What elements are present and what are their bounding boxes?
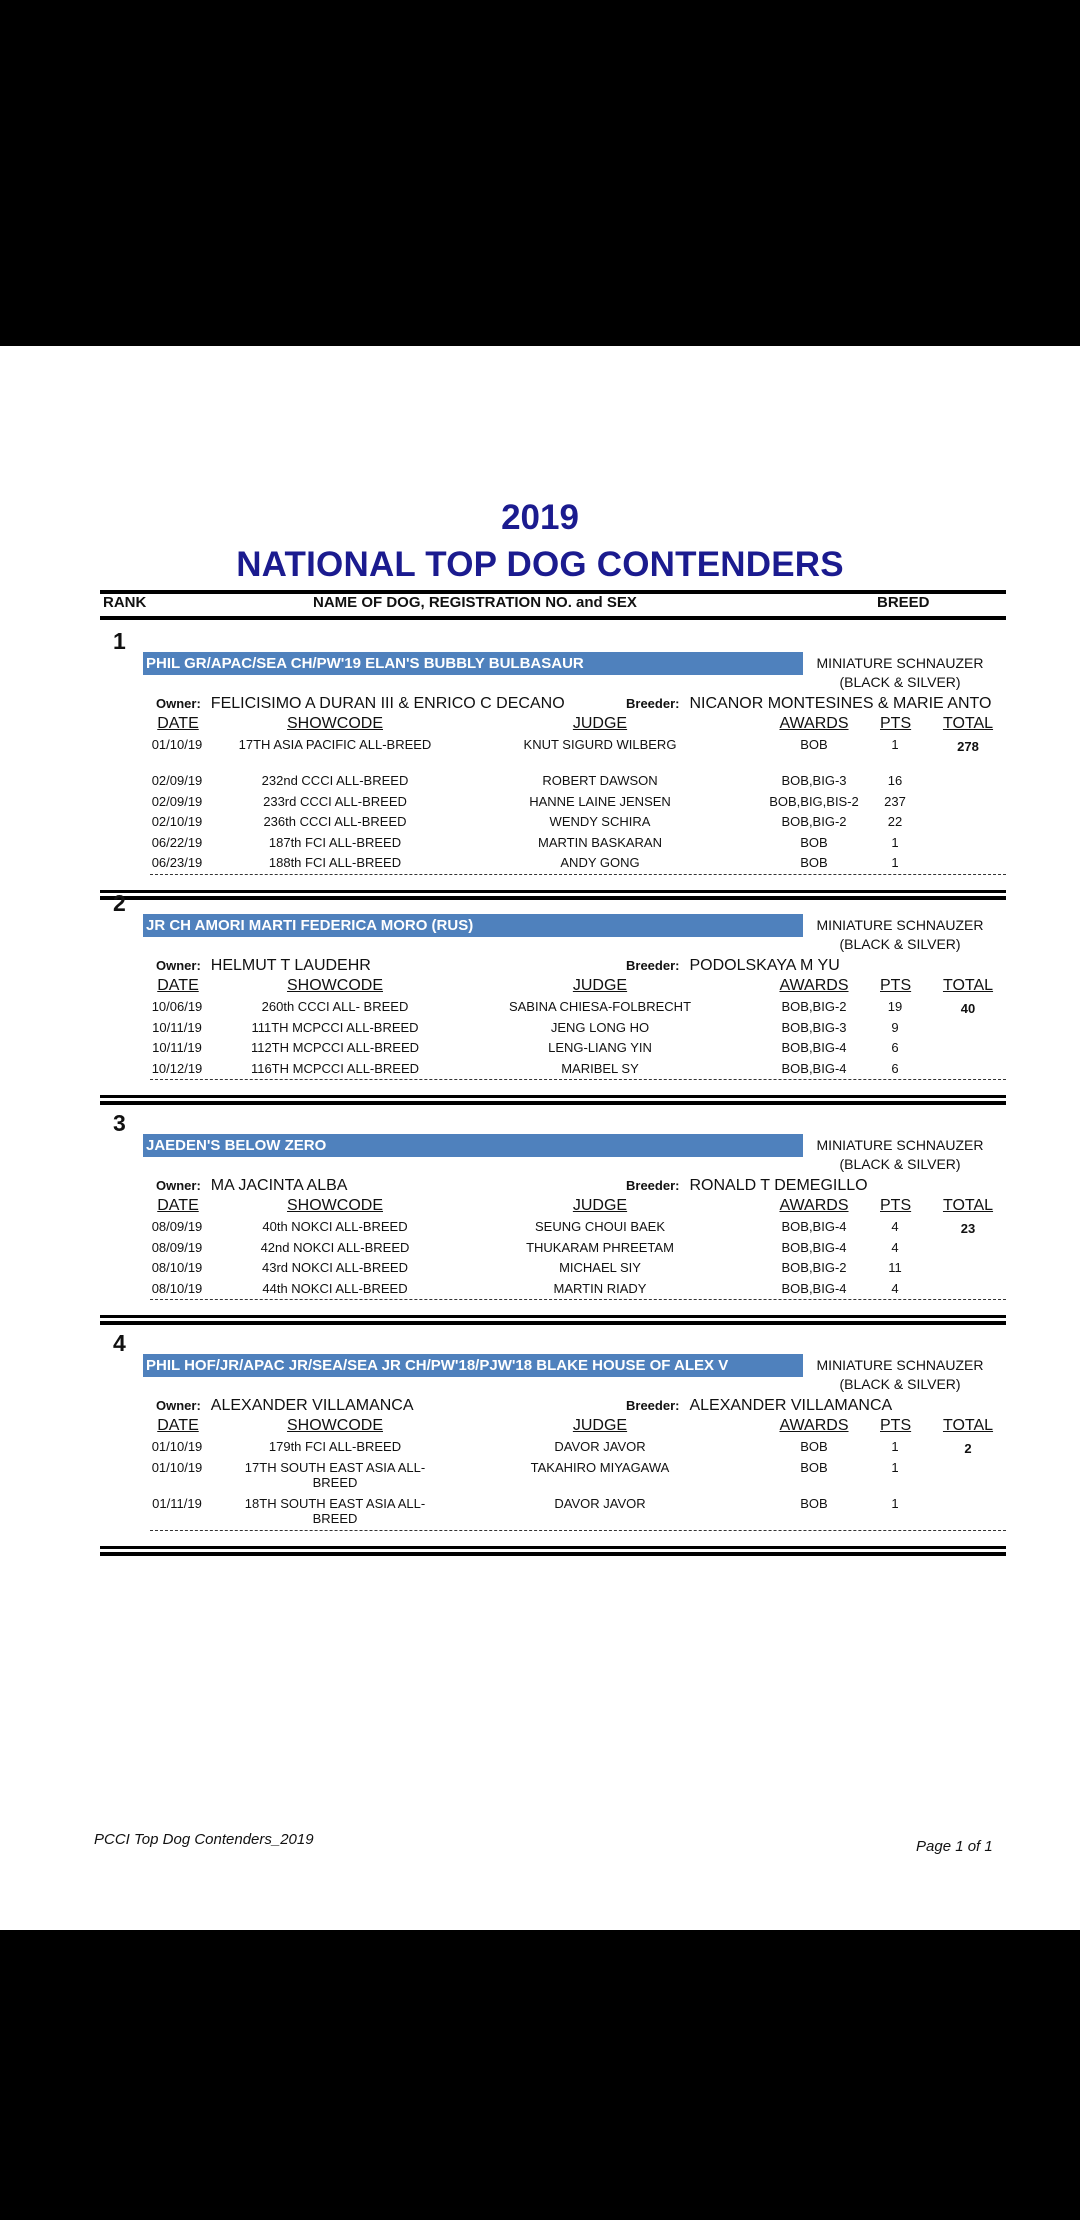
cell-pts: 1 bbox=[891, 1495, 899, 1511]
cell-total: 23 bbox=[960, 1221, 976, 1236]
cell-pts: 6 bbox=[891, 1060, 899, 1076]
header-pts: PTS bbox=[880, 715, 912, 732]
cell-date: 08/09/19 bbox=[151, 1219, 203, 1234]
breed-label bbox=[815, 1356, 985, 1394]
cell-judge: MARTIN BASKARAN bbox=[537, 834, 662, 850]
cell-showcode: 236th CCCI ALL-BREED bbox=[263, 814, 407, 829]
breeder-line bbox=[626, 1397, 892, 1415]
cell-date: 02/09/19 bbox=[151, 773, 203, 788]
cell-showcode: 260th CCCI ALL- BREED bbox=[261, 999, 409, 1014]
section-rule-thin bbox=[100, 1546, 1006, 1549]
dog-name-banner: PHIL GR/APAC/SEA CH/PW'19 ELAN'S BUBBLY BULBASAUR bbox=[143, 652, 803, 675]
owner-label: Owner: bbox=[156, 696, 201, 711]
cell-awards: BOB,BIG-2 bbox=[781, 814, 847, 829]
column-breed: BREED bbox=[877, 594, 930, 611]
breed-name: MINIATURE SCHNAUZER bbox=[816, 1137, 984, 1153]
breeder-line bbox=[626, 1177, 868, 1195]
cell-judge: ANDY GONG bbox=[560, 855, 640, 870]
header-date: DATE bbox=[157, 715, 199, 732]
owner-line bbox=[156, 1177, 347, 1195]
cell-date: 06/23/19 bbox=[151, 855, 203, 870]
owner-line bbox=[156, 695, 565, 713]
breeder-name: ALEXANDER VILLAMANCA bbox=[689, 1397, 893, 1414]
cell-date: 10/12/19 bbox=[151, 1060, 203, 1076]
cell-judge: THUKARAM PHREETAM bbox=[526, 1239, 674, 1255]
cell-awards: BOB,BIG-2 bbox=[781, 1260, 847, 1275]
rank-number: 1 bbox=[113, 628, 126, 654]
cell-showcode: 43rd NOKCI ALL-BREED bbox=[262, 1260, 408, 1275]
cell-pts: 19 bbox=[887, 999, 903, 1014]
cell-awards: BOB,BIG-2 bbox=[781, 999, 847, 1014]
owner-label: Owner: bbox=[156, 958, 201, 973]
breed-label bbox=[815, 654, 985, 692]
cell-awards: BOB bbox=[800, 855, 828, 870]
section-rule-thick bbox=[100, 1101, 1006, 1105]
owner-label: Owner: bbox=[156, 1398, 201, 1413]
cell-pts: 1 bbox=[891, 834, 899, 850]
owner-name: ALEXANDER VILLAMANCA bbox=[210, 1397, 414, 1414]
cell-pts: 9 bbox=[891, 1019, 899, 1035]
cell-total: 278 bbox=[957, 739, 979, 754]
cell-awards: BOB,BIG,BIS-2 bbox=[769, 793, 859, 809]
cell-showcode: 187th FCI ALL-BREED bbox=[268, 834, 402, 850]
breed-name: MINIATURE SCHNAUZER bbox=[816, 1357, 984, 1373]
owner-name: FELICISIMO A DURAN III & ENRICO C DECANO bbox=[210, 695, 565, 712]
cell-date: 02/09/19 bbox=[151, 793, 203, 809]
cell-showcode: 179th FCI ALL-BREED bbox=[268, 1439, 402, 1454]
cell-total: 2 bbox=[964, 1441, 972, 1456]
cell-showcode: 233rd CCCI ALL-BREED bbox=[263, 793, 407, 809]
breed-variety: (BLACK & SILVER) bbox=[839, 1156, 961, 1172]
cell-judge: SEUNG CHOUI BAEK bbox=[534, 1219, 666, 1234]
cell-showcode: 40th NOKCI ALL-BREED bbox=[262, 1219, 408, 1234]
header-total: TOTAL bbox=[942, 977, 994, 994]
section-rule-thin bbox=[100, 890, 1006, 893]
cell-showcode: 42nd NOKCI ALL-BREED bbox=[260, 1239, 410, 1255]
breed-name: MINIATURE SCHNAUZER bbox=[816, 655, 984, 671]
cell-awards: BOB,BIG-3 bbox=[781, 773, 847, 788]
breed-variety: (BLACK & SILVER) bbox=[839, 674, 961, 690]
cell-total: 40 bbox=[960, 1001, 976, 1016]
section-rule-thin bbox=[100, 1095, 1006, 1098]
cell-judge: MICHAEL SIY bbox=[559, 1260, 641, 1275]
header-judge: JUDGE bbox=[572, 1417, 628, 1434]
breed-name: MINIATURE SCHNAUZER bbox=[816, 917, 984, 933]
cell-showcode: 18TH SOUTH EAST ASIA ALL-BREED bbox=[244, 1495, 426, 1526]
header-showcode: SHOWCODE bbox=[287, 1417, 383, 1434]
breeder-name: PODOLSKAYA M YU bbox=[689, 957, 840, 974]
breeder-line bbox=[626, 957, 840, 975]
header-total: TOTAL bbox=[942, 1197, 994, 1214]
breed-variety: (BLACK & SILVER) bbox=[839, 1376, 961, 1392]
cell-judge: MARTIN RIADY bbox=[553, 1280, 647, 1296]
header-date: DATE bbox=[157, 1197, 199, 1214]
header-pts: PTS bbox=[880, 977, 912, 994]
cell-judge: SABINA CHIESA-FOLBRECHT bbox=[508, 999, 692, 1014]
column-rank: RANK bbox=[103, 594, 147, 611]
cell-awards: BOB,BIG-4 bbox=[781, 1239, 847, 1255]
cell-date: 08/10/19 bbox=[151, 1280, 203, 1296]
cell-awards: BOB bbox=[800, 834, 828, 850]
cell-date: 01/10/19 bbox=[151, 737, 203, 752]
cell-pts: 22 bbox=[887, 814, 903, 829]
cell-pts: 237 bbox=[884, 793, 906, 809]
cell-awards: BOB bbox=[800, 1495, 828, 1511]
cell-pts: 4 bbox=[891, 1239, 899, 1255]
section-rule-thick bbox=[100, 1321, 1006, 1325]
title-year: 2019 bbox=[501, 498, 579, 537]
document-page bbox=[0, 346, 1080, 1930]
dashed-separator bbox=[150, 1079, 1006, 1080]
header-showcode: SHOWCODE bbox=[287, 977, 383, 994]
cell-date: 08/09/19 bbox=[151, 1239, 203, 1255]
header-showcode: SHOWCODE bbox=[287, 715, 383, 732]
breed-label bbox=[815, 916, 985, 954]
rank-number: 2 bbox=[113, 890, 126, 916]
cell-showcode: 232nd CCCI ALL-BREED bbox=[261, 773, 409, 788]
cell-pts: 4 bbox=[891, 1280, 899, 1296]
cell-date: 10/11/19 bbox=[152, 1019, 202, 1035]
breeder-line bbox=[626, 695, 991, 713]
cell-date: 06/22/19 bbox=[151, 834, 203, 850]
header-judge: JUDGE bbox=[572, 715, 628, 732]
cell-awards: BOB,BIG-4 bbox=[781, 1040, 847, 1055]
section-rule-thin bbox=[100, 1315, 1006, 1318]
cell-judge: HANNE LAINE JENSEN bbox=[529, 793, 671, 809]
column-name: NAME OF DOG, REGISTRATION NO. and SEX bbox=[313, 594, 637, 611]
cell-awards: BOB,BIG-4 bbox=[781, 1280, 847, 1296]
header-rule-bottom bbox=[100, 616, 1006, 620]
cell-pts: 16 bbox=[887, 773, 903, 788]
header-total: TOTAL bbox=[942, 1417, 994, 1434]
header-awards: AWARDS bbox=[779, 1197, 849, 1214]
cell-judge: DAVOR JAVOR bbox=[554, 1439, 646, 1454]
breed-label bbox=[815, 1136, 985, 1174]
header-judge: JUDGE bbox=[572, 1197, 628, 1214]
cell-showcode: 17TH SOUTH EAST ASIA ALL-BREED bbox=[244, 1459, 426, 1490]
cell-awards: BOB,BIG-3 bbox=[781, 1019, 847, 1035]
cell-showcode: 44th NOKCI ALL-BREED bbox=[262, 1280, 408, 1296]
cell-date: 01/10/19 bbox=[151, 1459, 203, 1475]
dashed-separator bbox=[150, 1530, 1006, 1531]
cell-showcode: 188th FCI ALL-BREED bbox=[268, 855, 402, 870]
page-title: NATIONAL TOP DOG CONTENDERS bbox=[236, 545, 844, 584]
breeder-label: Breeder: bbox=[626, 1398, 680, 1413]
header-judge: JUDGE bbox=[572, 977, 628, 994]
owner-line bbox=[156, 957, 371, 975]
breeder-label: Breeder: bbox=[626, 1178, 680, 1193]
header-date: DATE bbox=[157, 1417, 199, 1434]
header-awards: AWARDS bbox=[779, 715, 849, 732]
cell-showcode: 111TH MCPCCI ALL-BREED bbox=[251, 1019, 419, 1035]
cell-date: 01/10/19 bbox=[151, 1439, 203, 1454]
header-showcode: SHOWCODE bbox=[287, 1197, 383, 1214]
cell-date: 10/06/19 bbox=[151, 999, 203, 1014]
owner-name: MA JACINTA ALBA bbox=[210, 1177, 348, 1194]
cell-awards: BOB bbox=[800, 737, 828, 752]
breed-variety: (BLACK & SILVER) bbox=[839, 936, 961, 952]
cell-pts: 6 bbox=[891, 1040, 899, 1055]
cell-date: 08/10/19 bbox=[151, 1260, 203, 1275]
header-pts: PTS bbox=[880, 1197, 912, 1214]
cell-judge: ROBERT DAWSON bbox=[542, 773, 658, 788]
cell-awards: BOB bbox=[800, 1439, 828, 1454]
cell-judge: TAKAHIRO MIYAGAWA bbox=[530, 1459, 670, 1475]
footer-page-number: Page 1 of 1 bbox=[916, 1838, 993, 1855]
dashed-separator bbox=[150, 1299, 1006, 1300]
cell-pts: 1 bbox=[891, 1459, 899, 1475]
cell-showcode: 116TH MCPCCI ALL-BREED bbox=[250, 1060, 420, 1076]
cell-pts: 11 bbox=[888, 1260, 902, 1275]
dog-name-banner: JAEDEN'S BELOW ZERO bbox=[143, 1134, 803, 1157]
cell-pts: 4 bbox=[891, 1219, 899, 1234]
section-rule-thick bbox=[100, 896, 1006, 900]
cell-date: 02/10/19 bbox=[151, 814, 203, 829]
breeder-name: RONALD T DEMEGILLO bbox=[689, 1177, 868, 1194]
cell-showcode: 112TH MCPCCI ALL-BREED bbox=[250, 1040, 420, 1055]
footer-document-name: PCCI Top Dog Contenders_2019 bbox=[94, 1831, 314, 1848]
section-rule-thick bbox=[100, 1552, 1006, 1556]
breeder-name: NICANOR MONTESINES & MARIE ANTO bbox=[689, 695, 992, 712]
breeder-label: Breeder: bbox=[626, 696, 680, 711]
cell-awards: BOB,BIG-4 bbox=[781, 1219, 847, 1234]
header-date: DATE bbox=[157, 977, 199, 994]
breeder-label: Breeder: bbox=[626, 958, 680, 973]
cell-date: 10/11/19 bbox=[152, 1040, 202, 1055]
cell-pts: 1 bbox=[891, 1439, 899, 1454]
dog-name-banner: PHIL HOF/JR/APAC JR/SEA/SEA JR CH/PW'18/PJW'18 BLAKE HOUSE OF ALEX V bbox=[143, 1354, 803, 1377]
owner-line bbox=[156, 1397, 414, 1415]
owner-name: HELMUT T LAUDEHR bbox=[210, 957, 371, 974]
cell-pts: 1 bbox=[891, 855, 899, 870]
rank-number: 3 bbox=[113, 1110, 126, 1136]
cell-judge: KNUT SIGURD WILBERG bbox=[523, 737, 677, 752]
dashed-separator bbox=[150, 874, 1006, 875]
header-total: TOTAL bbox=[942, 715, 994, 732]
cell-showcode: 17TH ASIA PACIFIC ALL-BREED bbox=[238, 737, 432, 752]
cell-judge: JENG LONG HO bbox=[550, 1019, 650, 1035]
header-pts: PTS bbox=[880, 1417, 912, 1434]
cell-awards: BOB bbox=[800, 1459, 828, 1475]
cell-awards: BOB,BIG-4 bbox=[781, 1060, 847, 1076]
cell-judge: LENG-LIANG YIN bbox=[548, 1040, 652, 1055]
cell-pts: 1 bbox=[891, 737, 899, 752]
cell-judge: WENDY SCHIRA bbox=[549, 814, 651, 829]
cell-date: 01/11/19 bbox=[152, 1495, 202, 1511]
rank-number: 4 bbox=[113, 1330, 126, 1356]
cell-judge: MARIBEL SY bbox=[561, 1060, 639, 1076]
owner-label: Owner: bbox=[156, 1178, 201, 1193]
dog-name-banner: JR CH AMORI MARTI FEDERICA MORO (RUS) bbox=[143, 914, 803, 937]
header-awards: AWARDS bbox=[779, 1417, 849, 1434]
header-awards: AWARDS bbox=[779, 977, 849, 994]
cell-judge: DAVOR JAVOR bbox=[554, 1495, 646, 1511]
